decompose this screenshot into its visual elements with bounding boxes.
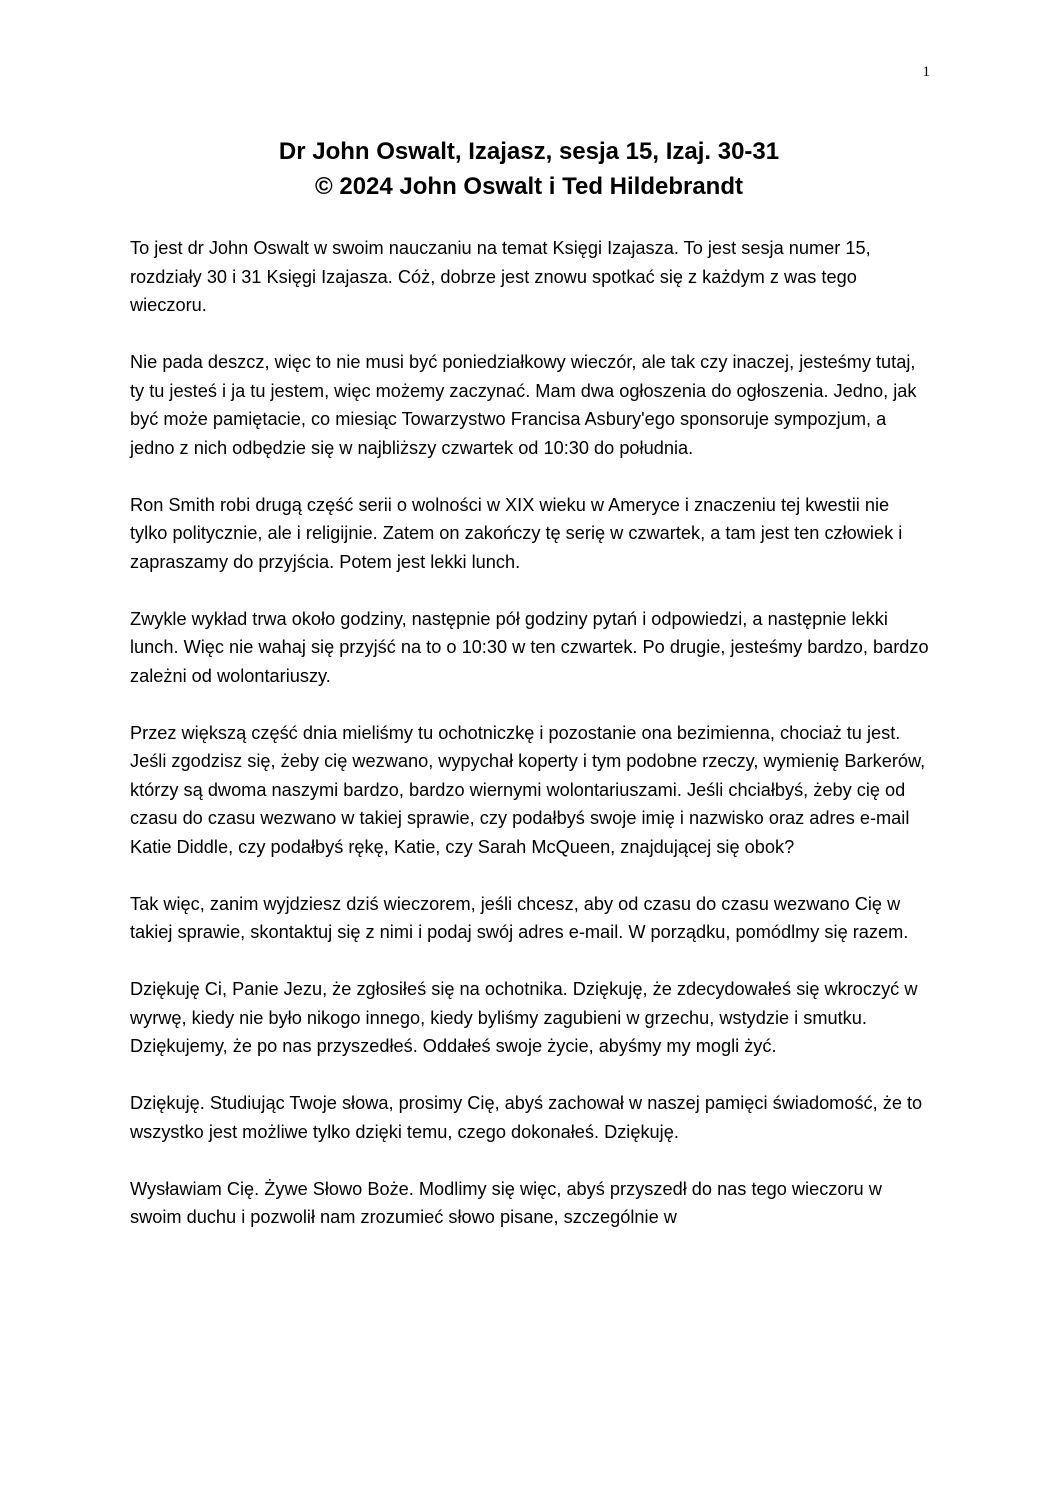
paragraph: Ron Smith robi drugą część serii o wolności w XIX wieku w Ameryce i znaczeniu tej kwestii nie tylko politycznie, ale i religijnie. Zatem on zakończy tę serię w czwartek, a tam jest ten człowiek i zapraszamy do przyjścia. Potem jest lekki lunch. [130,494,903,572]
document-title [0,134,1058,204]
paragraph: Nie pada deszcz, więc to nie musi być poniedziałkowy wieczór, ale tak czy inaczej, jesteśmy tutaj, ty tu jesteś i ja tu jestem, więc możemy zaczynać. Mam dwa ogłoszenia do ogłoszenia. Jedno, jak być może pamiętacie, co miesiąc Towarzystwo Francisa Asbury'ego sponsoruje sympozjum, a jedno z nich odbędzie się w najbliższy czwartek od 10:30 do południa. [130,352,917,458]
document-body [130,234,930,1260]
title-line-2: © 2024 John Oswalt i Ted Hildebrandt [315,173,743,200]
paragraph: Wysławiam Cię. Żywe Słowo Boże. Modlimy się więc, abyś przyszedł do nas tego wieczoru w swoim duchu i pozwolił nam zrozumieć słowo pisane, szczególnie w [130,1178,882,1227]
paragraph: Dziękuję. Studiując Twoje słowa, prosimy Cię, abyś zachował w naszej pamięci świadomość, że to wszystko jest możliwe tylko dzięki temu, czego dokonałeś. Dziękuję. [130,1093,923,1142]
title-line-1: Dr John Oswalt, Izajasz, sesja 15, Izaj. 30-31 [278,138,780,165]
paragraph: Tak więc, zanim wyjdziesz dziś wieczorem, jeśli chcesz, aby od czasu do czasu wezwano Cię w takiej sprawie, skontaktuj się z nimi i podaj swój adres e-mail. W porządku, pomódlmy się razem. [130,893,909,942]
paragraph: To jest dr John Oswalt w swoim nauczaniu na temat Księgi Izajasza. To jest sesja numer 15, rozdziały 30 i 31 Księgi Izajasza. Cóż, dobrze jest znowu spotkać się z każdym z was tego wieczoru. [130,238,871,315]
page-number: 1 [922,64,930,80]
paragraph: Przez większą część dnia mieliśmy tu ochotniczkę i pozostanie ona bezimienna, chociaż tu jest. Jeśli zgodzisz się, żeby cię wezwano, wypychał koperty i tym podobne rzeczy, wymienię Barkerów, którzy są dwoma naszymi bardzo, bardzo wiernymi wolontariuszami. Jeśli chciałbyś, żeby cię od czasu do czasu wezwano w takiej sprawie, czy podałbyś swoje imię i nazwisko oraz adres e-mail Katie Diddle, czy podałbyś rękę, Katie, czy Sarah McQueen, znajdującej się obok? [130,722,926,857]
paragraph: Dziękuję Ci, Panie Jezu, że zgłosiłeś się na ochotnika. Dziękuję, że zdecydowałeś się wkroczyć w wyrwę, kiedy nie było nikogo innego, kiedy byliśmy zagubieni w grzechu, wstydzie i smutku. Dziękujemy, że po nas przyszedłeś. Oddałeś swoje życie, abyśmy my mogli żyć. [130,979,918,1056]
paragraph: Zwykle wykład trwa około godziny, następnie pół godziny pytań i odpowiedzi, a następnie lekki lunch. Więc nie wahaj się przyjść na to o 10:30 w ten czwartek. Po drugie, jesteśmy bardzo, bardzo zależni od wolontariuszy. [130,608,929,686]
